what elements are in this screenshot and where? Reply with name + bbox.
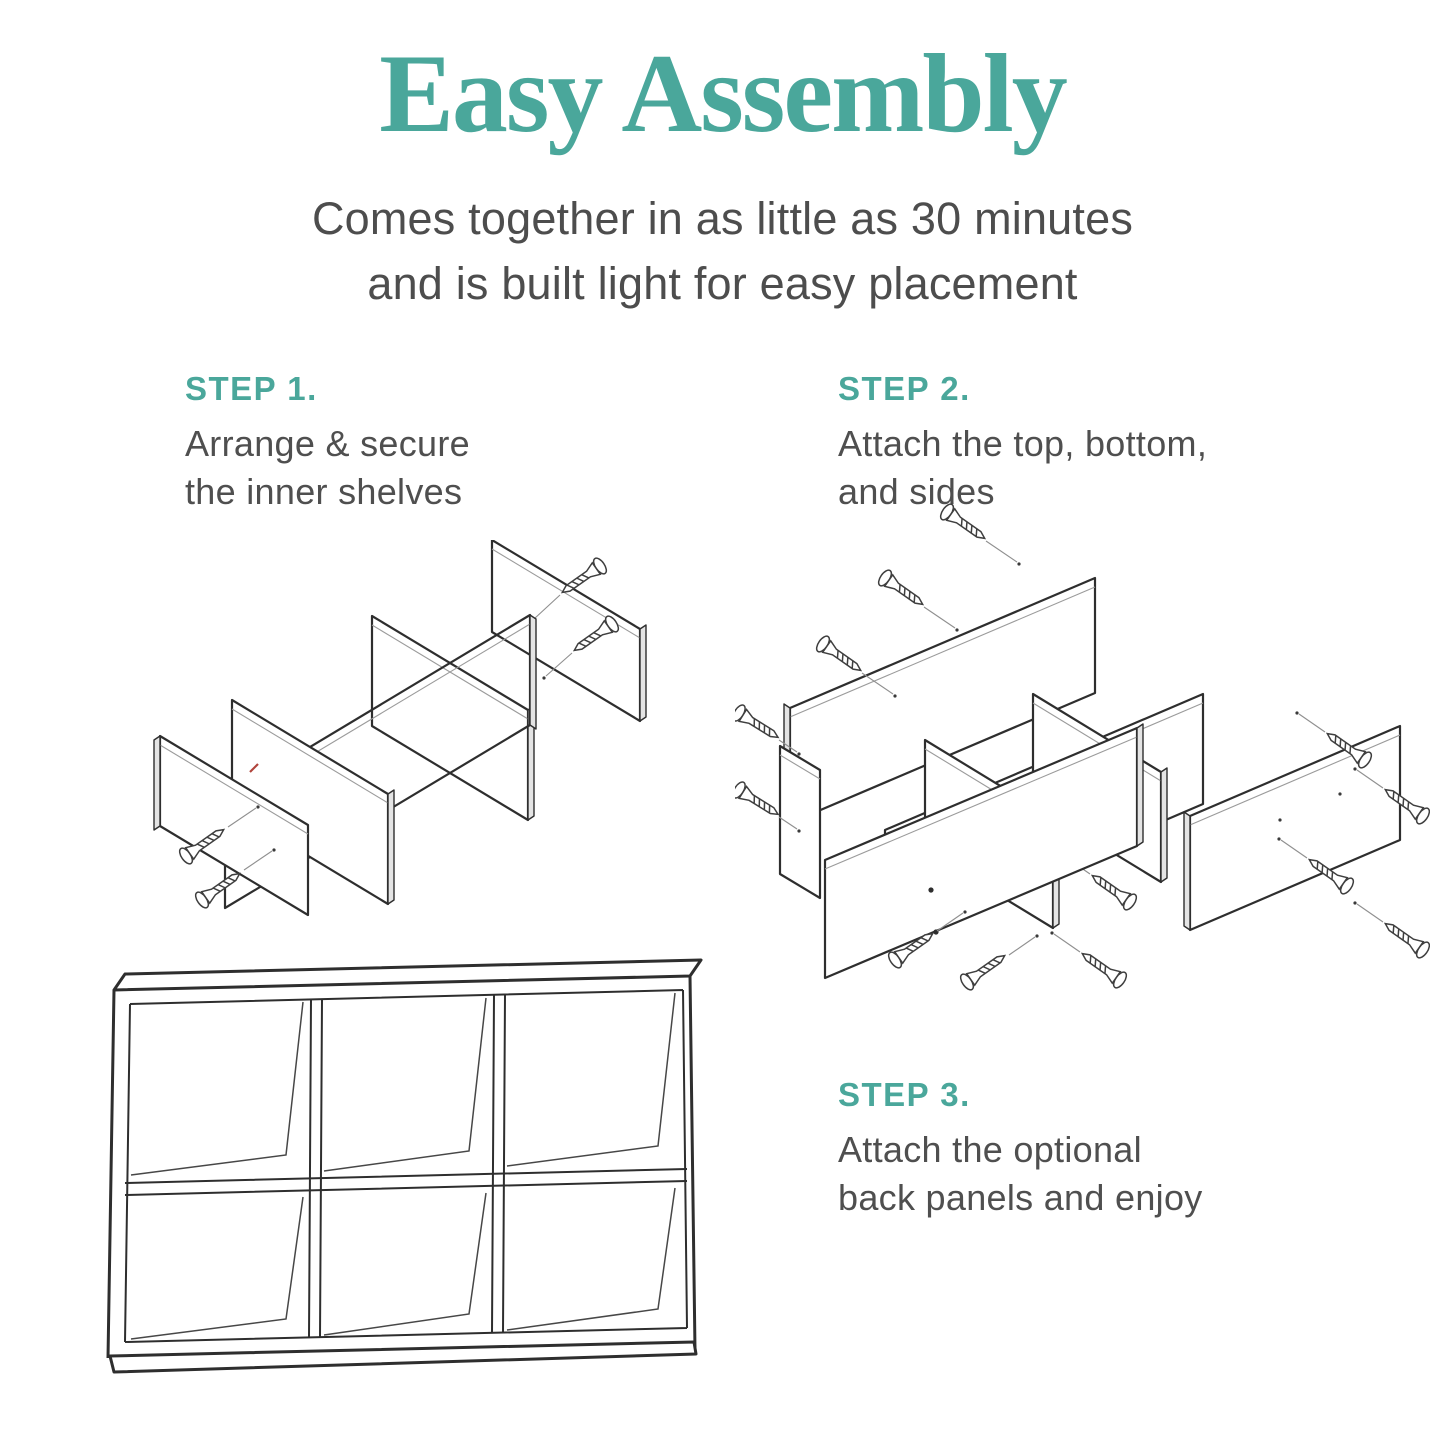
base-panel (110, 1342, 696, 1372)
step-2-illustration (735, 498, 1430, 1003)
screw-icon (1380, 916, 1430, 960)
top-panel (114, 960, 701, 990)
assembled-six-cube-organizer-drawing (98, 958, 713, 1393)
cube-organizer (108, 960, 701, 1372)
step-2-block (838, 370, 1398, 516)
screw-icon (938, 502, 990, 546)
step-1-desc-line-2: the inner shelves (185, 471, 463, 513)
step-3-description (838, 1126, 1398, 1222)
step-1-block (185, 370, 745, 516)
vertical-divider-panel (372, 616, 534, 820)
screw-icon (1077, 946, 1129, 990)
page-subtitle (0, 186, 1445, 317)
step-1-desc-line-1: Arrange & secure (185, 423, 470, 464)
step-3-label: STEP 3. (838, 1076, 971, 1113)
step-3-illustration (98, 958, 713, 1398)
divider-panel (492, 540, 646, 721)
step-2-desc-line-1: Attach the top, bottom, (838, 423, 1208, 464)
step-3-desc-line-2: back panels and enjoy (838, 1177, 1203, 1219)
screw-icon (814, 634, 866, 678)
step-1-label: STEP 1. (185, 370, 318, 407)
screw-icon (876, 568, 928, 612)
middle-shelf (125, 1169, 687, 1195)
subtitle-line-1: Comes together in as little as 30 minutes (311, 193, 1134, 244)
page-title: Easy Assembly (379, 32, 1066, 156)
step-3-block (838, 1076, 1398, 1222)
vertical-divider (309, 999, 322, 1337)
screw-icon (735, 703, 783, 745)
screw-icon (1087, 868, 1139, 912)
step-1-illustration (130, 540, 660, 925)
vertical-divider (492, 994, 505, 1333)
screw-icon (735, 780, 783, 822)
step-2-label: STEP 2. (838, 370, 971, 407)
exploded-inner-shelves-drawing (130, 540, 660, 920)
attach-top-bottom-sides-drawing (735, 498, 1430, 998)
step-3-desc-line-1: Attach the optional (838, 1129, 1142, 1170)
subtitle-line-2: and is built light for easy placement (367, 258, 1078, 310)
screw-icon (958, 948, 1010, 992)
step-2-desc-line-2: and sides (838, 471, 995, 513)
step-1-description (185, 420, 745, 516)
